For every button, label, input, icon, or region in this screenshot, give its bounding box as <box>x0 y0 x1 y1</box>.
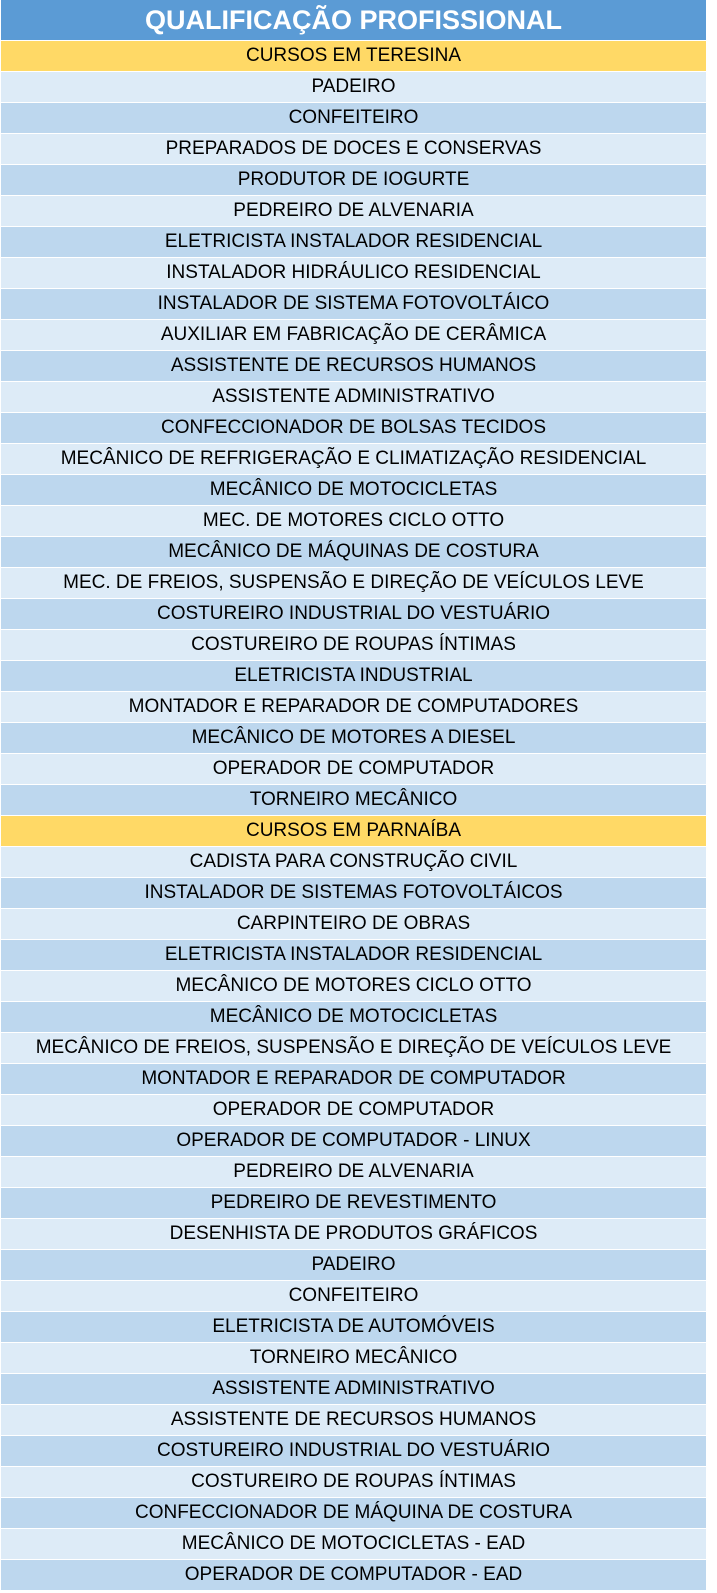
course-row: AUXILIAR EM FABRICAÇÃO DE CERÂMICA <box>1 320 706 351</box>
course-row: CONFEITEIRO <box>1 1281 706 1312</box>
course-row: INSTALADOR HIDRÁULICO RESIDENCIAL <box>1 258 706 289</box>
course-row: ASSISTENTE ADMINISTRATIVO <box>1 382 706 413</box>
course-row: MECÂNICO DE MOTOCICLETAS - EAD <box>1 1529 706 1560</box>
course-row: ELETRICISTA INSTALADOR RESIDENCIAL <box>1 227 706 258</box>
course-row: INSTALADOR DE SISTEMAS FOTOVOLTÁICOS <box>1 878 706 909</box>
course-row: ASSISTENTE ADMINISTRATIVO <box>1 1374 706 1405</box>
course-row: COSTUREIRO DE ROUPAS ÍNTIMAS <box>1 1467 706 1498</box>
course-row: ELETRICISTA INSTALADOR RESIDENCIAL <box>1 940 706 971</box>
course-row: PADEIRO <box>1 1250 706 1281</box>
course-row: TORNEIRO MECÂNICO <box>1 785 706 816</box>
course-row: MECÂNICO DE MOTOCICLETAS <box>1 1002 706 1033</box>
course-row: PEDREIRO DE ALVENARIA <box>1 1157 706 1188</box>
course-row: PREPARADOS DE DOCES E CONSERVAS <box>1 134 706 165</box>
course-row: ASSISTENTE DE RECURSOS HUMANOS <box>1 1405 706 1436</box>
course-row: CADISTA PARA CONSTRUÇÃO CIVIL <box>1 847 706 878</box>
sections-container <box>1 41 706 1591</box>
course-row: COSTUREIRO DE ROUPAS ÍNTIMAS <box>1 630 706 661</box>
course-row: MONTADOR E REPARADOR DE COMPUTADOR <box>1 1064 706 1095</box>
course-row: PEDREIRO DE REVESTIMENTO <box>1 1188 706 1219</box>
course-row: MECÂNICO DE MOTORES A DIESEL <box>1 723 706 754</box>
course-row: OPERADOR DE COMPUTADOR <box>1 754 706 785</box>
course-row: CONFECCIONADOR DE BOLSAS TECIDOS <box>1 413 706 444</box>
course-row: ELETRICISTA INDUSTRIAL <box>1 661 706 692</box>
course-row: CONFECCIONADOR DE MÁQUINA DE COSTURA <box>1 1498 706 1529</box>
course-row: CONFEITEIRO <box>1 103 706 134</box>
course-row: TORNEIRO MECÂNICO <box>1 1343 706 1374</box>
course-row: COSTUREIRO INDUSTRIAL DO VESTUÁRIO <box>1 599 706 630</box>
course-row: ASSISTENTE DE RECURSOS HUMANOS <box>1 351 706 382</box>
course-row: MECÂNICO DE MÁQUINAS DE COSTURA <box>1 537 706 568</box>
course-row: MECÂNICO DE MOTORES CICLO OTTO <box>1 971 706 1002</box>
course-row: CARPINTEIRO DE OBRAS <box>1 909 706 940</box>
course-row: PRODUTOR DE IOGURTE <box>1 165 706 196</box>
table-title: QUALIFICAÇÃO PROFISSIONAL <box>1 0 706 41</box>
course-row: DESENHISTA DE PRODUTOS GRÁFICOS <box>1 1219 706 1250</box>
course-row: MONTADOR E REPARADOR DE COMPUTADORES <box>1 692 706 723</box>
course-row: OPERADOR DE COMPUTADOR <box>1 1095 706 1126</box>
course-row: OPERADOR DE COMPUTADOR - EAD <box>1 1560 706 1591</box>
course-row: INSTALADOR DE SISTEMA FOTOVOLTÁICO <box>1 289 706 320</box>
section-header: CURSOS EM PARNAÍBA <box>1 816 706 847</box>
course-row: MECÂNICO DE FREIOS, SUSPENSÃO E DIREÇÃO DE VEÍCULOS LEVE <box>1 1033 706 1064</box>
course-row: ELETRICISTA DE AUTOMÓVEIS <box>1 1312 706 1343</box>
course-row: MECÂNICO DE REFRIGERAÇÃO E CLIMATIZAÇÃO RESIDENCIAL <box>1 444 706 475</box>
course-row: MEC. DE FREIOS, SUSPENSÃO E DIREÇÃO DE VEÍCULOS LEVE <box>1 568 706 599</box>
course-row: PADEIRO <box>1 72 706 103</box>
course-row: COSTUREIRO INDUSTRIAL DO VESTUÁRIO <box>1 1436 706 1467</box>
section-header: CURSOS EM TERESINA <box>1 41 706 72</box>
course-row: OPERADOR DE COMPUTADOR - LINUX <box>1 1126 706 1157</box>
course-row: MECÂNICO DE MOTOCICLETAS <box>1 475 706 506</box>
course-row: MEC. DE MOTORES CICLO OTTO <box>1 506 706 537</box>
course-row: PEDREIRO DE ALVENARIA <box>1 196 706 227</box>
